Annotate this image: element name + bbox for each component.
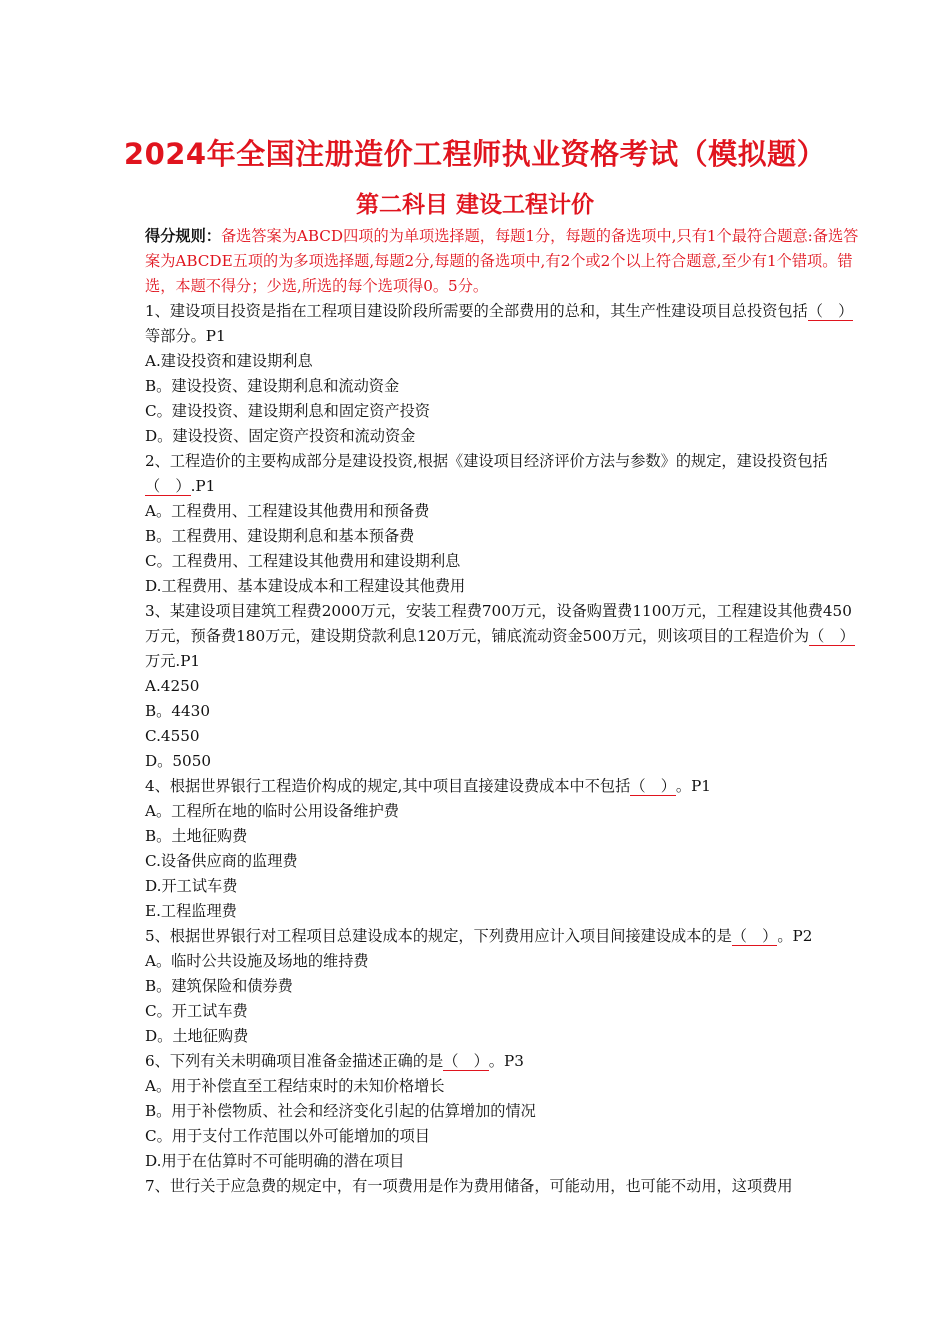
- question-text: 3、某建设项目建筑工程费2000万元，安装工程费700万元，设备购置费1100万元，工程建设其他费450万元，预备费180万元，建设期贷款利息120万元，铺底流动资金500万元，则该项目的工程造价为: [145, 602, 852, 645]
- scoring-rules-label: 得分规则：: [145, 227, 221, 245]
- option: B。建筑保险和债券费: [145, 977, 293, 995]
- option: A。用于补偿直至工程结束时的未知价格增长: [145, 1077, 445, 1095]
- question-text: 1、建设项目投资是指在工程项目建设阶段所需要的全部费用的总和，其生产性建设项目总投资包括: [145, 302, 808, 320]
- answer-blank: （ ）: [145, 477, 191, 495]
- scoring-rules: [145, 224, 867, 299]
- option: C.设备供应商的监理费: [145, 852, 298, 870]
- answer-blank: （ ）: [809, 627, 855, 645]
- option: D。土地征购费: [145, 1027, 249, 1045]
- question-text: 7、世行关于应急费的规定中，有一项费用是作为费用储备，可能动用，也可能不动用，这项费用: [145, 1177, 793, 1195]
- question-page-ref: 万元.P1: [145, 652, 201, 670]
- option: E.工程监理费: [145, 902, 237, 920]
- answer-blank: （ ）: [443, 1052, 489, 1070]
- document-subtitle: 第二科目 建设工程计价: [355, 192, 594, 218]
- option: C。工程费用、工程建设其他费用和建设期利息: [145, 552, 461, 570]
- option: A。临时公共设施及场地的维持费: [145, 952, 369, 970]
- option: D。建设投资、固定资产投资和流动资金: [145, 427, 416, 445]
- question-stem: [145, 1174, 867, 1199]
- question-stem: [145, 1049, 867, 1074]
- option: D.开工试车费: [145, 877, 238, 895]
- question-stem: [145, 924, 867, 949]
- option: C。用于支付工作范围以外可能增加的项目: [145, 1127, 430, 1145]
- question-stem: [145, 599, 867, 674]
- option: D。5050: [145, 752, 212, 770]
- option: D.工程费用、基本建设成本和工程建设其他费用: [145, 577, 466, 595]
- question-text: 2、工程造价的主要构成部分是建设投资,根据《建设项目经济评价方法与参数》的规定，建设投资包括: [145, 452, 828, 470]
- question-stem: [145, 299, 867, 349]
- question-page-ref: 。P3: [488, 1052, 524, 1070]
- option: C。建设投资、建设期利息和固定资产投资: [145, 402, 430, 420]
- question-page-ref: .P1: [190, 477, 216, 495]
- option: D.用于在估算时不可能明确的潜在项目: [145, 1152, 405, 1170]
- answer-blank: （ ）: [731, 927, 778, 945]
- question-text: 6、下列有关未明确项目准备金描述正确的是: [145, 1052, 444, 1070]
- document-body: [145, 224, 867, 1199]
- option: A。工程费用、工程建设其他费用和预备费: [145, 502, 430, 520]
- question-page-ref: 。P1: [675, 777, 711, 795]
- answer-blank: （ ）: [807, 302, 854, 320]
- question-page-ref: 。P2: [777, 927, 813, 945]
- question-stem: [145, 774, 867, 799]
- document-title: 2024年全国注册造价工程师执业资格考试（模拟题）: [123, 137, 827, 171]
- answer-blank: （ ）: [630, 777, 676, 795]
- option: C。开工试车费: [145, 1002, 248, 1020]
- question-text: 5、根据世界银行对工程项目总建设成本的规定，下列费用应计入项目间接建设成本的是: [145, 927, 732, 945]
- option: A.建设投资和建设期利息: [145, 352, 313, 370]
- option: B。用于补偿物质、社会和经济变化引起的估算增加的情况: [145, 1102, 536, 1120]
- option: A。工程所在地的临时公用设备维护费: [145, 802, 399, 820]
- scoring-rules-text: 备选答案为ABCD四项的为单项选择题，每题1分，每题的备选项中,只有1个最符合题意:备选答案为ABCDE五项的为多项选择题,每题2分,每题的备选项中,有2个或2个以上符合题意,至少有1个错项。错选，本题不得分；少选,所选的每个选项得0。5分。: [145, 227, 859, 295]
- option: B。建设投资、建设期利息和流动资金: [145, 377, 400, 395]
- option: C.4550: [145, 727, 200, 745]
- option: A.4250: [145, 677, 200, 695]
- question-stem: [145, 449, 867, 499]
- question-page-ref: 等部分。P1: [145, 327, 226, 345]
- question-text: 4、根据世界银行工程造价构成的规定,其中项目直接建设费成本中不包括: [145, 777, 631, 795]
- option: B。工程费用、建设期利息和基本预备费: [145, 527, 415, 545]
- option: B。4430: [145, 702, 210, 720]
- option: B。土地征购费: [145, 827, 248, 845]
